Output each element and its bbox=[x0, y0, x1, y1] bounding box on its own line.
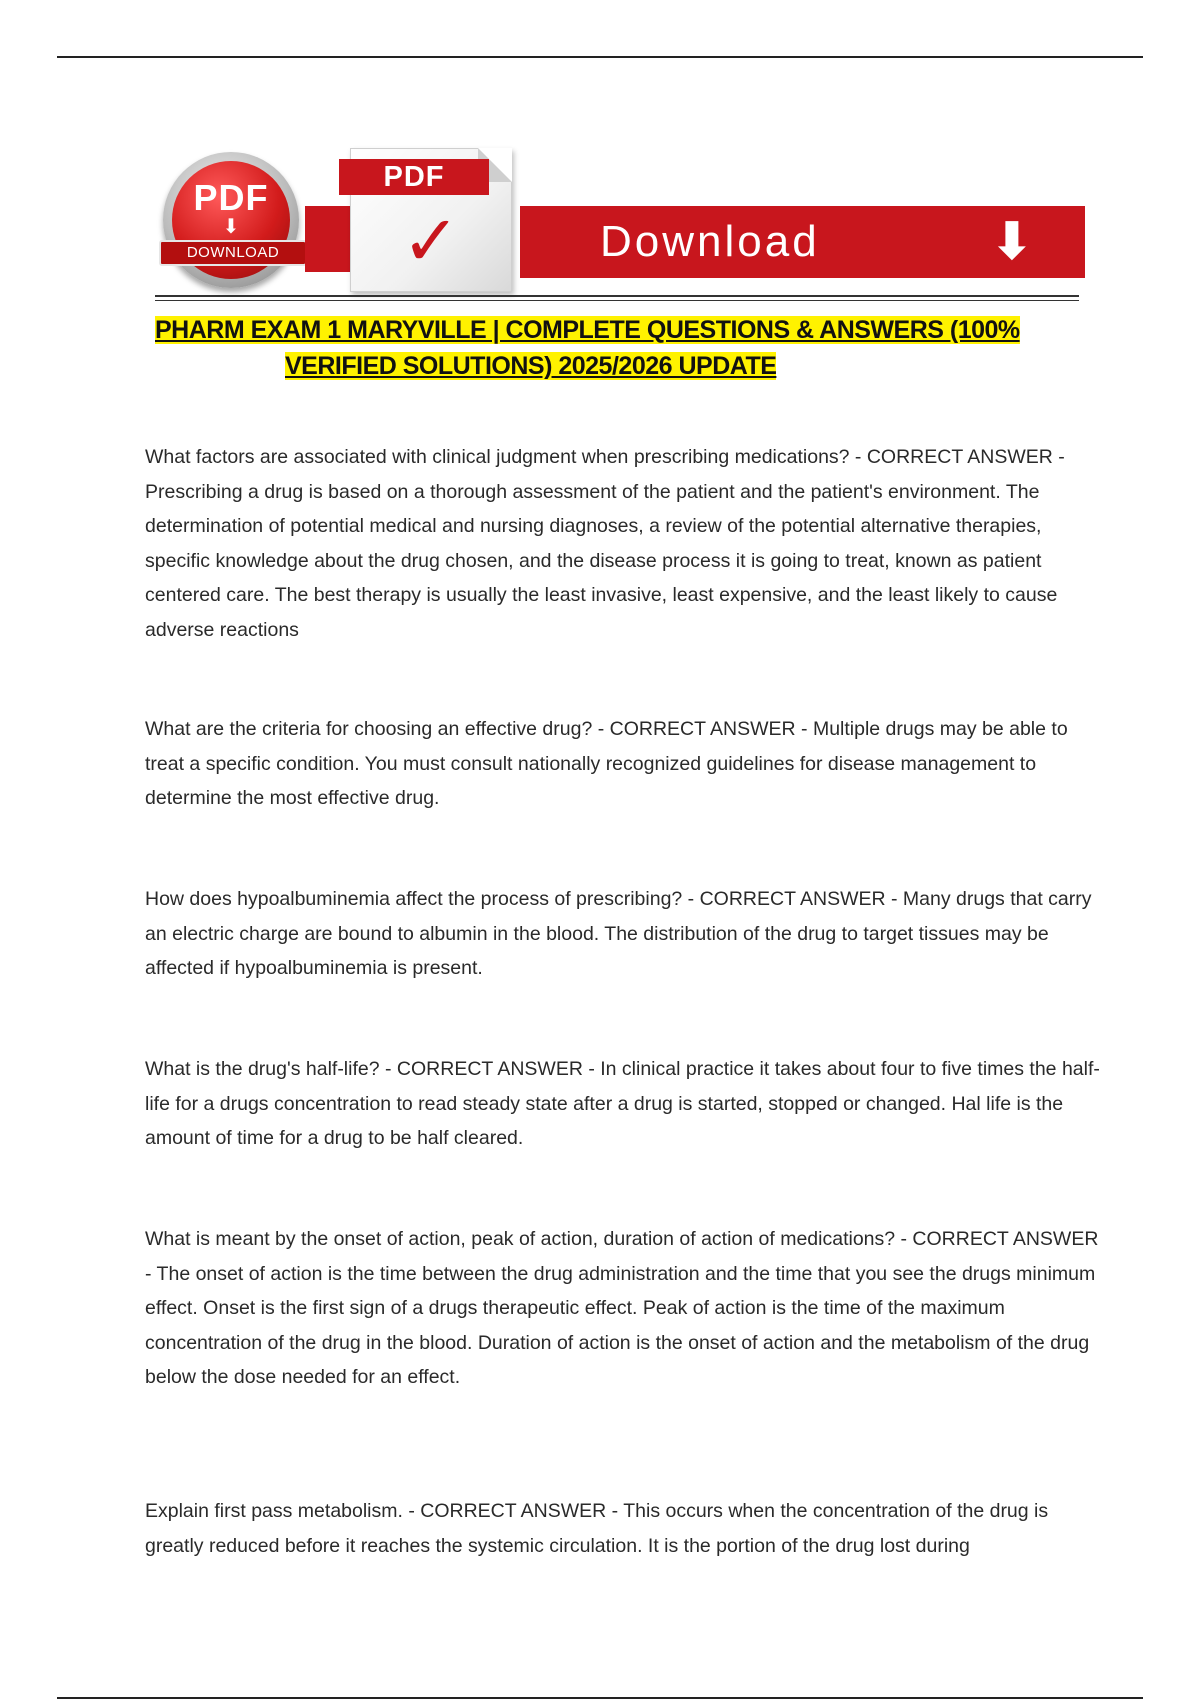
banner-rule bbox=[155, 295, 1079, 297]
qa-item: What factors are associated with clinical judgment when prescribing medications? - CORRECT ANSWER - Prescribing a drug is based on a thorough assessment of the patient and the patient's environment. The determination of potential medical and nursing diagnoses, a review of the potential alternative therapies, specific knowledge about the drug chosen, and the disease process it is going to treat, known as patient centered care. The best therapy is usually the least invasive, least expensive, and the least likely to cause adverse reactions bbox=[145, 446, 1065, 641]
down-arrow-icon: ⬇ bbox=[222, 216, 240, 238]
banner-red-segment bbox=[305, 206, 355, 272]
top-rule bbox=[57, 56, 1143, 58]
badge-pdf-label: PDF bbox=[193, 177, 269, 218]
pdf-download-badge-icon bbox=[163, 152, 299, 288]
acrobat-logo-icon: ✓ bbox=[401, 200, 461, 282]
title-line-1-text: PHARM EXAM 1 MARYVILLE | COMPLETE QUESTIONS & ANSWERS (100% bbox=[155, 316, 1020, 344]
document-title bbox=[155, 312, 1120, 384]
qa-item: How does hypoalbuminemia affect the process of prescribing? - CORRECT ANSWER - Many drugs that carry an electric charge are bound to albumin in the blood. The distribution of the drug to target tissues may be affected if hypoalbuminemia is present. bbox=[145, 888, 1092, 979]
title-line-1 bbox=[155, 312, 1120, 348]
qa-item: What are the criteria for choosing an effective drug? - CORRECT ANSWER - Multiple drugs may be able to treat a specific condition. You must consult nationally recognized guidelines for disease management to determine the most effective drug. bbox=[145, 718, 1068, 809]
badge-ribbon-label: DOWNLOAD bbox=[159, 240, 307, 266]
download-label: Download bbox=[600, 217, 820, 266]
file-pdf-label: PDF bbox=[339, 159, 489, 195]
pdf-download-banner[interactable] bbox=[155, 148, 1085, 298]
download-button[interactable] bbox=[520, 206, 1085, 278]
bottom-rule bbox=[57, 1697, 1143, 1699]
qa-item: Explain first pass metabolism. - CORRECT ANSWER - This occurs when the concentration of the drug is greatly reduced before it reaches the systemic circulation. It is the portion of the drug lost during bbox=[145, 1500, 1049, 1557]
download-arrow-icon: ⬇ bbox=[990, 213, 1034, 271]
banner-rule-thin bbox=[155, 300, 1079, 301]
title-line-2-text: VERIFIED SOLUTIONS) 2025/2026 UPDATE bbox=[285, 352, 777, 380]
title-line-2 bbox=[155, 348, 1120, 384]
qa-item: What is meant by the onset of action, peak of action, duration of action of medications? - CORRECT ANSWER - The onset of action is the time between the drug administration and the time that you see the drugs minimum effect. Onset is the first sign of a drugs therapeutic effect. Peak of action is the time of the maximum concentration of the drug in the blood. Duration of action is the onset of action and the metabolism of the drug below the dose needed for an effect. bbox=[145, 1228, 1099, 1388]
qa-item: What is the drug's half-life? - CORRECT ANSWER - In clinical practice it takes about four to five times the half-life for a drugs concentration to read steady state after a drug is started, stopped or changed. Hal life is the amount of time for a drug to be half cleared. bbox=[145, 1058, 1100, 1149]
pdf-file-icon bbox=[350, 148, 512, 292]
